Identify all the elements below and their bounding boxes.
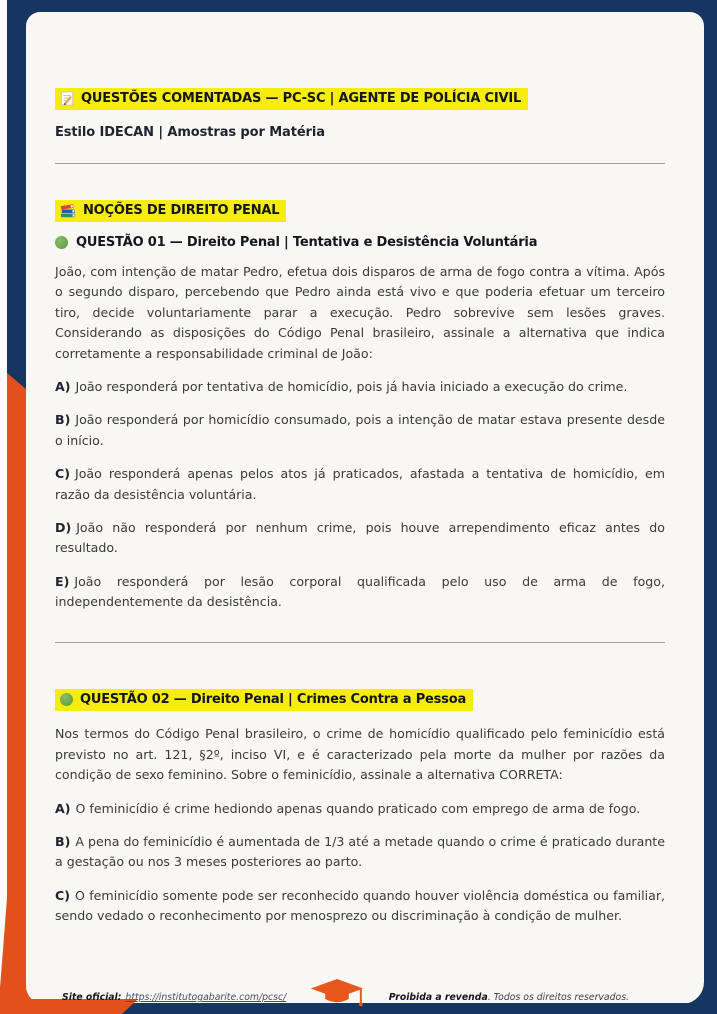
question-1-stem: João, com intenção de matar Pedro, efetua dois disparos de arma de fogo contra a vítima. Após o segundo disparo, percebendo que Pedro ainda está vivo e que poderia efetuar um terceiro tiro, decide voluntariamente parar a execução. Pedro sobrevive sem lesões graves. Considerando as disposições do Código Penal brasileiro, assinale a alternativa que indica corretamente a responsabilidade criminal de João: [55,264,665,361]
question-2-option-c [55,886,665,927]
question-2-header [55,689,665,711]
page-title-highlight [55,88,528,110]
frame-left-orange-band [0,373,26,1014]
section-title: NOÇÕES DE DIREITO PENAL [83,203,280,218]
option-letter: B) [55,834,71,850]
option-letter: B) [55,412,71,428]
books-icon [60,204,76,218]
graduation-cap-icon [308,978,366,1008]
section-title-highlight [55,200,286,222]
green-circle-icon [60,693,73,706]
footer-rights-bold: Proibida a revenda [388,992,488,1003]
green-circle-icon [55,236,68,249]
option-text: O feminicídio é crime hediondo apenas quando praticado com emprego de arma de fogo. [75,800,641,816]
footer-rights [389,992,629,1003]
frame-top-band [7,0,717,12]
option-letter: C) [55,887,70,903]
footer-site [62,992,286,1003]
option-letter: C) [55,466,70,482]
option-letter: A) [55,800,71,816]
footer-site-label: Site oficial: [62,992,122,1003]
question-1-header [55,235,665,250]
question-1-option-a [55,377,665,397]
option-text: João responderá por tentativa de homicídio, pois já havia iniciado a execução do crime. [75,378,628,394]
question-2-title: QUESTÃO 02 — Direito Penal | Crimes Contra a Pessoa [80,692,467,708]
page-title: QUESTÕES COMENTADAS — PC-SC | AGENTE DE POLÍCIA CIVIL [81,91,522,106]
option-text: A pena do feminicídio é aumentada de 1/3 até a metade quando o crime é praticado durante a gestação ou nos 3 meses posteriores ao parto. [55,834,665,870]
question-2-option-a [55,799,665,819]
option-letter: E) [55,573,70,589]
question-2-highlight [55,689,473,711]
page-sheet [26,12,704,1004]
page-subtitle: Estilo IDECAN | Amostras por Matéria [55,125,325,140]
option-text: João responderá por homicídio consumado, pois a intenção de matar estava presente desde o início. [55,412,665,448]
question-1-option-b [55,410,665,451]
option-text: João responderá por lesão corporal qualificada pelo uso de arma de fogo, independentemente da desistência. [55,573,665,610]
question-1-option-c [55,464,665,505]
question-1-option-d [55,518,665,559]
frame-right-band [704,0,717,1014]
footer-site-link[interactable]: https://institutogabarite.com/pcsc/ [125,992,287,1003]
divider [55,642,665,643]
title-row [55,88,665,110]
option-letter: D) [55,519,72,535]
option-text: O feminicídio somente pode ser reconhecido quando houver violência doméstica ou familiar, sendo vedado o reconhecimento por menosprezo ou discriminação à condição de mulher. [55,887,665,924]
divider [55,163,665,164]
option-letter: A) [55,378,71,394]
page-footer [62,978,629,1003]
footer-rights-rest: . Todos os direitos reservados. [487,992,629,1003]
section-row [55,200,665,222]
frame-left-navy-band [7,0,26,396]
page-content [26,12,704,927]
option-text: João não responderá por nenhum crime, pois houve arrependimento eficaz antes do resultado. [55,519,665,556]
option-text: João responderá apenas pelos atos já praticados, afastada a tentativa de homicídio, em razão da desistência voluntária. [55,466,665,502]
question-2-option-b [55,832,665,873]
question-1-option-e [55,572,665,613]
question-2-stem: Nos termos do Código Penal brasileiro, o crime de homicídio qualificado pelo feminicídio está previsto no art. 121, §2º, inciso VI, e é caracterizado pela morte da mulher por razões da condição de sexo feminino. Sobre o feminicídio, assinale a alternativa CORRETA: [55,726,665,783]
memo-icon [60,91,74,106]
question-1-title: QUESTÃO 01 — Direito Penal | Tentativa e Desistência Voluntária [76,235,538,250]
